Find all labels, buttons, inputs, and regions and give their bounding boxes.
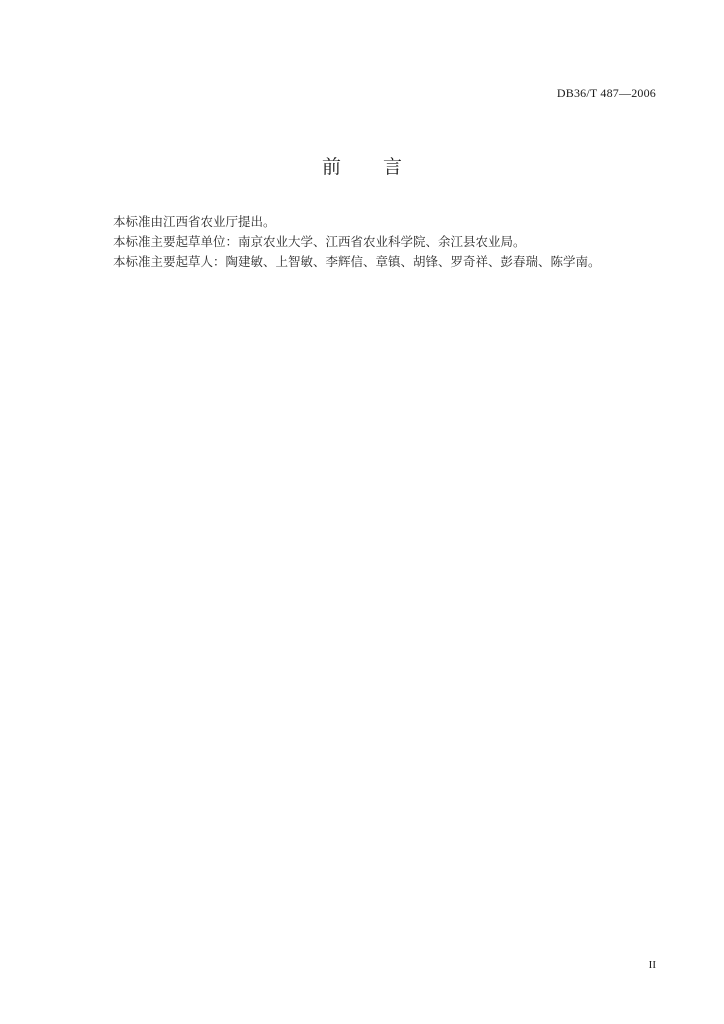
- paragraph-drafters: 本标准主要起草人：陶建敏、上智敏、李辉信、章镇、胡锋、罗奇祥、彭春瑞、陈学南。: [113, 254, 601, 269]
- title-char-2: 言: [383, 156, 403, 178]
- page-number: II: [648, 959, 656, 971]
- paragraph-proposer: 本标准由江西省农业厅提出。: [113, 214, 276, 229]
- title-char-1: 前: [321, 156, 341, 178]
- foreword-body: [113, 212, 673, 272]
- paragraph-drafting-units: 本标准主要起草单位：南京农业大学、江西省农业科学院、余江县农业局。: [113, 234, 526, 249]
- section-title: [0, 152, 724, 179]
- document-code: DB36/T 487—2006: [556, 86, 656, 100]
